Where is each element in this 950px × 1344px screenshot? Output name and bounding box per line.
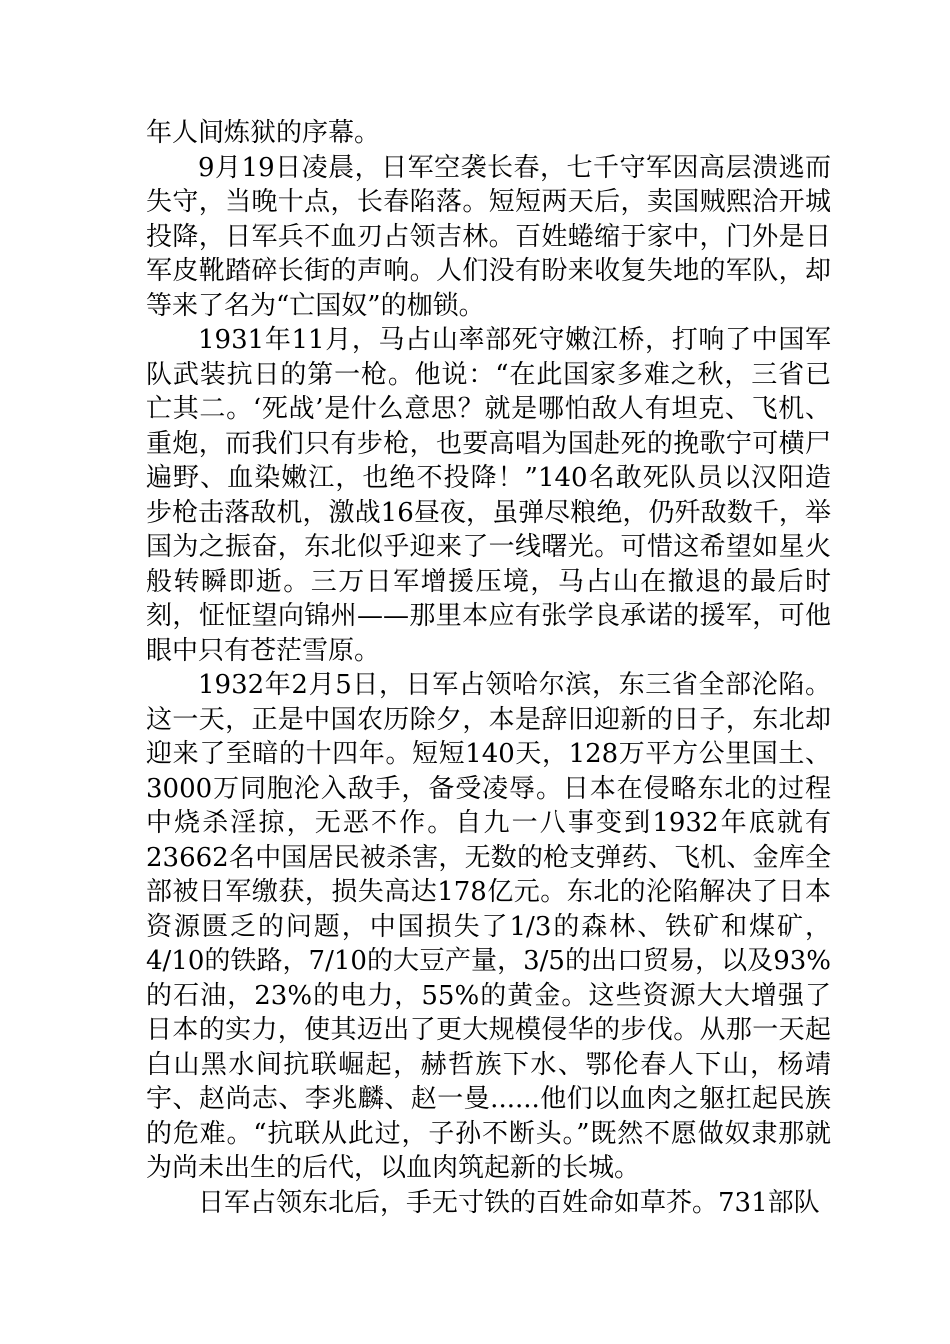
paragraph-changchun-fall: 9月19日凌晨，日军空袭长春，七千守军因高层溃逃而失守，当晚十点，长春陷落。短短两天后，卖国贼熙洽开城投降，日军兵不血刃占领吉林。百姓蜷缩于家中，门外是日军皮靴踏碎长街的声响。人们没有盼来收复失地的军队，却等来了名为“亡国奴”的枷锁。: [146, 152, 831, 321]
paragraph-nenjiang-bridge: 1931年11月，马占山率部死守嫩江桥，打响了中国军队武装抗日的第一枪。他说：“在此国家多难之秋，三省已亡其二。‘死战’是什么意思？就是哪怕敌人有坦克、飞机、重炮，而我们只有步枪，也要高唱为国赴死的挽歌宁可横尸遍野、血染嫩江，也绝不投降！”140名敢死队员以汉阳造步枪击落敌机，激战16昼夜，虽弹尽粮绝，仍歼敌数千，举国为之振奋，东北似乎迎来了一线曙光。可惜这希望如星火般转瞬即逝。三万日军增援压境，马占山在撤退的最后时刻，怔怔望向锦州——那里本应有张学良承诺的援军，可他眼中只有苍茫雪原。: [146, 325, 831, 666]
paragraph-unit-731: 日军占领东北后，手无寸铁的百姓命如草芥。731部队: [198, 1187, 820, 1218]
document-body: [146, 116, 831, 1220]
paragraph-harbin-fall: 1932年2月5日，日军占领哈尔滨，东三省全部沦陷。这一天，正是中国农历除夕，本是辞旧迎新的日子，东北却迎来了至暗的十四年。短短140天，128万平方公里国土、3000万同胞沦入敌手，备受凌辱。日本在侵略东北的过程中烧杀淫掠，无恶不作。自九一八事变到1932年底就有23662名中国居民被杀害，无数的枪支弹药、飞机、金库全部被日军缴获，损失高达178亿元。东北的沦陷解决了日本资源匮乏的问题，中国损失了1/3的森林、铁矿和煤矿，4/10的铁路，7/10的大豆产量，3/5的出口贸易，以及93%的石油，23%的电力，55%的黄金。这些资源大大增强了日本的实力，使其迈出了更大规模侵华的步伐。从那一天起白山黑水间抗联崛起，赫哲族下水、鄂伦春人下山，杨靖宇、赵尚志、李兆麟、赵一曼......他们以血肉之躯扛起民族的危难。“抗联从此过，子孙不断头。”既然不愿做奴隶那就为尚未出生的后代，以血肉筑起新的长城。: [146, 670, 831, 1183]
paragraph-continuation: 年人间炼狱的序幕。: [146, 118, 381, 148]
